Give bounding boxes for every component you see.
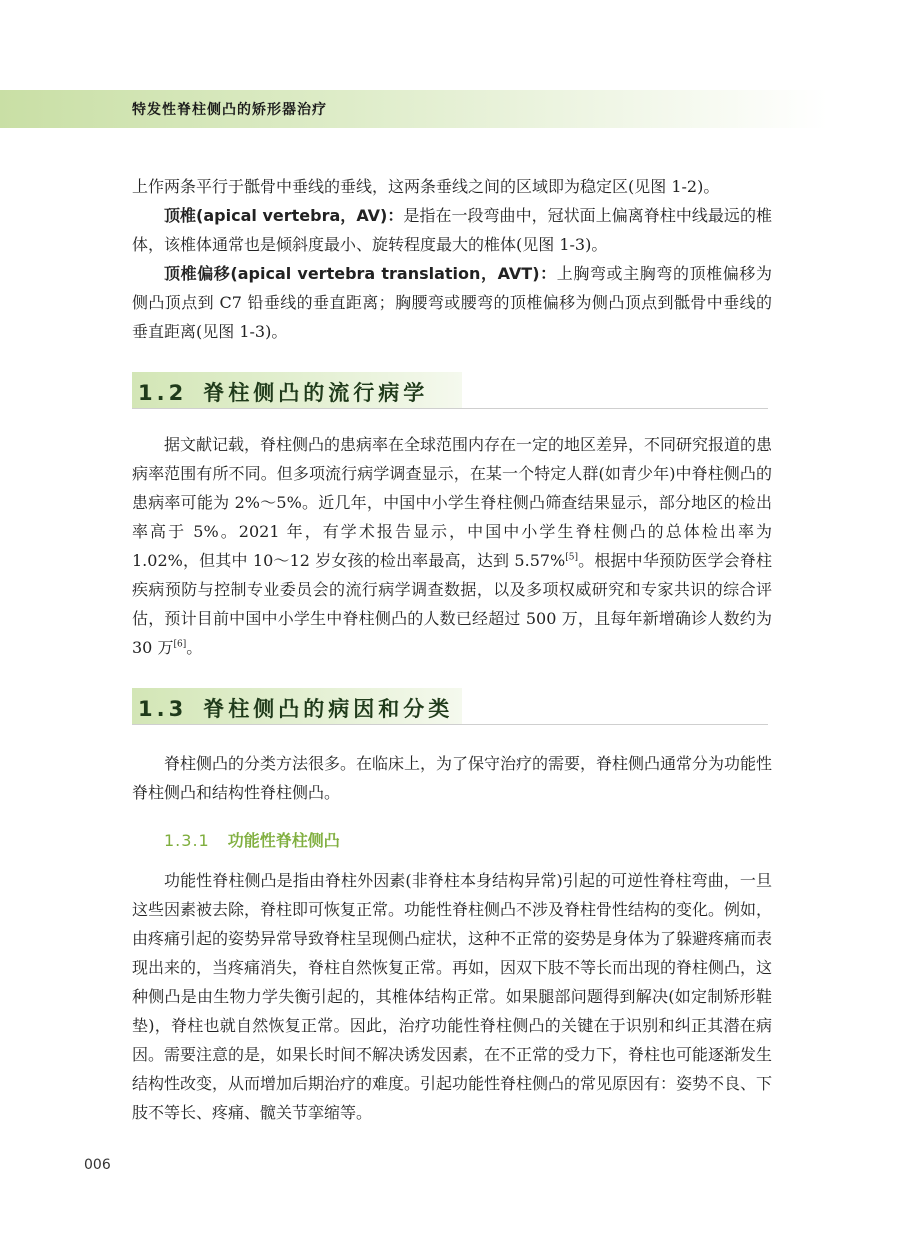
- paragraph-functional-scoliosis: 功能性脊柱侧凸是指由脊柱外因素(非脊柱本身结构异常)引起的可逆性脊柱弯曲，一旦这些因素被去除，脊柱即可恢复正常。功能性脊柱侧凸不涉及脊柱骨性结构的变化。例如，由疼痛引起的姿势异常导致脊柱呈现侧凸症状，这种不正常的姿势是身体为了躲避疼痛而表现出来的，当疼痛消失，脊柱自然恢复正常。再如，因双下肢不等长而出现的脊柱侧凸，这种侧凸是由生物力学失衡引起的，其椎体结构正常。如果腿部问题得到解决(如定制矫形鞋垫)，脊柱也就自然恢复正常。因此，治疗功能性脊柱侧凸的关键在于识别和纠正其潜在病因。需要注意的是，如果长时间不解决诱发因素，在不正常的受力下，脊柱也可能逐渐发生结构性改变，从而增加后期治疗的难度。引起功能性脊柱侧凸的常见原因有：姿势不良、下肢不等长、疼痛、髋关节挛缩等。: [132, 871, 773, 1122]
- section-title: 脊柱侧凸的病因和分类: [203, 697, 454, 721]
- paragraph-classification: 脊柱侧凸的分类方法很多。在临床上，为了保守治疗的需要，脊柱侧凸通常分为功能性脊柱侧凸和结构性脊柱侧凸。: [132, 754, 773, 802]
- section-number: 1.2: [138, 381, 188, 405]
- paragraph-epidemiology: [132, 430, 772, 662]
- section-title: 脊柱侧凸的流行病学: [203, 381, 429, 405]
- epidemiology-text-2: 。根据中华预防医学会脊柱疾病预防与控制专业委员会的流行病学调查数据，以及多项权威研究和专家共识的综合评估，预计目前中国中小学生中脊柱侧凸的人数已经超过 500 万，且每年新增确诊人数约为 30 万: [132, 551, 772, 657]
- epidemiology-text-1: 据文献记载，脊柱侧凸的患病率在全球范围内存在一定的地区差异，不同研究报道的患病率范围有所不同。但多项流行病学调查显示，在某一个特定人群(如青少年)中脊柱侧凸的患病率可能为 2%～5%。近几年，中国中小学生脊柱侧凸筛查结果显示，部分地区的检出率高于 5%。2021 年，有学术报告显示，中国中小学生脊柱侧凸的总体检出率为 1.02%，但其中 10～12 岁女孩的检出率最高，达到 5.57%: [132, 435, 773, 570]
- paragraph-apical-vertebra: [132, 201, 772, 259]
- subsection-title: 功能性脊柱侧凸: [227, 831, 340, 850]
- page-number: 006: [84, 1157, 111, 1173]
- term-apical-translation: 顶椎偏移(apical vertebra translation，AVT)：: [164, 264, 557, 283]
- citation-ref-5: [5]: [565, 552, 579, 563]
- epidemiology-text-3: 。: [186, 638, 203, 657]
- subsection-heading-1-3-1: [164, 828, 340, 851]
- citation-ref-6: [6]: [173, 639, 187, 650]
- term-apical-vertebra: 顶椎(apical vertebra，AV)：: [164, 206, 404, 225]
- section-number: 1.3: [138, 697, 188, 721]
- subsection-number: 1.3.1: [164, 831, 210, 850]
- definition-apical-vertebra: 是指在一段弯曲中，冠状面上偏离脊柱中线最远的椎体，该椎体通常也是倾斜度最小、旋转程度最大的椎体(见图 1-3)。: [132, 206, 772, 254]
- definition-apical-translation: 上胸弯或主胸弯的顶椎偏移为侧凸顶点到 C7 铅垂线的垂直距离；胸腰弯或腰弯的顶椎偏移为侧凸顶点到骶骨中垂线的垂直距离(见图 1-3)。: [132, 264, 772, 341]
- section-heading-1-3: [132, 688, 768, 725]
- section-heading-1-2: [132, 372, 768, 409]
- paragraph-stable-zone: 上作两条平行于骶骨中垂线的垂线，这两条垂线之间的区域即为稳定区(见图 1-2)。: [132, 177, 720, 196]
- running-header-title: 特发性脊柱侧凸的矫形器治疗: [132, 102, 327, 118]
- paragraph-apical-translation: [132, 259, 772, 346]
